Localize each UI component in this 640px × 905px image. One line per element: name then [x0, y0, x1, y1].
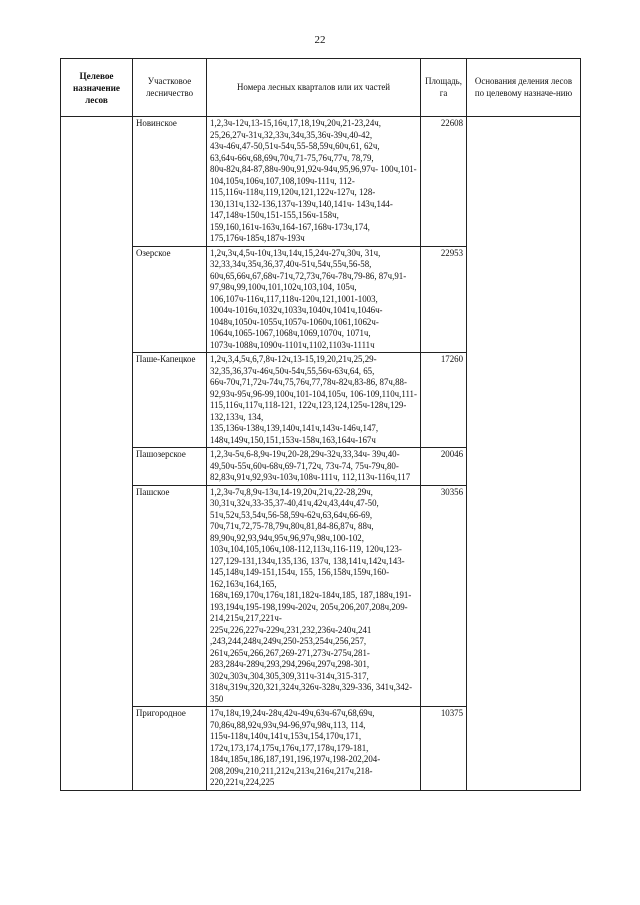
- header-basis: Основания деления лесов по целевому назначе-нию: [467, 59, 581, 117]
- quarters-list: 1,2,3ч-5ч,6-8,9ч-19ч,20-28,29ч-32ч,33,34ч- 39ч,40-49,50ч-55ч,60ч-68ч,69-71,72ч, 73ч-74, 75ч-79ч,80-82,83ч,91ч,92,93ч-103ч,108ч-111ч, 112,113ч-116ч,117: [207, 448, 421, 486]
- forest-purpose-table: [60, 58, 581, 791]
- area-value: 22953: [421, 246, 467, 353]
- header-quarters: Номера лесных кварталов или их частей: [207, 59, 421, 117]
- area-value: 17260: [421, 353, 467, 448]
- forestry-name: Пашское: [133, 485, 207, 707]
- quarters-list: 1,2,3ч-12ч,13-15,16ч,17,18,19ч,20ч,21-23,24ч, 25,26,27ч-31ч,32,33ч,34ч,35,36ч-39ч,40-42, 43ч-46ч,47-50,51ч-54ч,55-58,59ч,60ч,61, 62ч, 63,64ч-66ч,68,69ч,70ч,71-75,76ч,77ч, 78,79, 80ч-82ч,84-87,88ч-90ч,91,92ч-94ч,95,96,97ч- 100ч,101-104,105ч,106ч,107,108,109ч-111ч, 112-115,116ч-118ч,119,120ч,121,122ч-127ч, 128-130,131ч,132-136,137ч-139ч,140,141ч- 143ч,144-147,148ч-150ч,151-155,156ч-158ч, 159,160,161ч-163ч,164-167,168ч-173ч,174, 175,176ч-185ч,187ч-193ч: [207, 117, 421, 247]
- forestry-name: Пригородное: [133, 707, 207, 791]
- table-header-row: [61, 59, 581, 117]
- area-value: 20046: [421, 448, 467, 486]
- basis-cell: [467, 117, 581, 791]
- quarters-list: 1,2ч,3ч,4,5ч-10ч,13ч,14ч,15,24ч-27ч,30ч, 31ч, 32,33,34ч,35ч,36,37,40ч-51ч,54ч,55ч,56-58, 60ч,65,66ч,67,68ч-71ч,72,73ч,76ч-78ч,79-86, 87ч,91-97,98ч,99,100ч,101,102ч,103,104, 105ч, 106,107ч-116ч,117,118ч-120ч,121,1001-1003, 1004ч-1016ч,1032ч,1033ч,1040ч,1041ч,1046ч- 1048ч,1050ч-1055ч,1057ч-1060ч,1061,1062ч- 1064ч,1065-1067,1068ч,1069,1070ч, 1071ч, 1073ч-1088ч,1090ч-1101ч,1102,1103ч-1111ч: [207, 246, 421, 353]
- area-value: 22608: [421, 117, 467, 247]
- quarters-list: 1,2,3ч-7ч,8,9ч-13ч,14-19,20ч,21ч,22-28,29ч, 30,31ч,32ч,33-35,37-40,41ч,42ч,43,44ч,47-50, 51ч,52ч,53,54ч,56-58,59ч-62ч,63,64ч,66-69, 70ч,71ч,72,75-78,79ч,80ч,81,84-86,87ч, 88ч, 89,90ч,92,93,94ч,95ч,96,97ч,98ч,100-102, 103ч,104,105,106ч,108-112,113ч,116-119, 120ч,123-127,129-131,134ч,135,136, 137ч, 138,141ч,142ч,143-145,148ч,149-151,154ч, 155, 156,158ч,159ч,160-162,163ч,164,165, 168ч,169,170ч,176ч,181,182ч-184ч,185, 187,188ч,191-193,194ч,195-198,199ч-202ч, 205ч,206,207,208ч,209-214,215ч,217,221ч- 225ч,226,227ч-229ч,231,232,236ч-240ч,241 ,243,244,248ч,249ч,250-253,254ч,256,257, 261ч,265ч,266,267,269-271,273ч-275ч,281- 283,284ч-289ч,293,294,296ч,297ч,298-301, 302ч,303ч,304,305,309,311ч-314ч,315-317, 318ч,319ч,320,321,324ч,326ч-328ч,329-336, 341ч,342-350: [207, 485, 421, 707]
- forestry-name: Озерское: [133, 246, 207, 353]
- forestry-name: Паше-Капецкое: [133, 353, 207, 448]
- quarters-list: 1,2ч,3,4,5ч,6,7,8ч-12ч,13-15,19,20,21ч,25,29- 32,35,36,37ч-46ч,50ч-54ч,55,56ч-63ч,64, 65, 66ч-70ч,71,72ч-74ч,75,76ч,77,78ч-82ч,83-86, 87ч,88-92,93ч-95ч,96-99,100ч,101-104,105ч, 106-109,110ч,111-115,116ч,117ч,118-121, 122ч,123,124,125ч-128ч,129-132,133ч, 134, 135,136ч-138ч,139,140ч,141ч,143ч-146ч,147, 148ч,149ч,150,151,153ч-158ч,163,164ч-167ч: [207, 353, 421, 448]
- quarters-list: 17ч,18ч,19,24ч-28ч,42ч-49ч,63ч-67ч,68,69ч, 70,86ч,88,92ч,93ч,94-96,97ч,98ч,113, 114, 115ч-118ч,140ч,141ч,153ч,154,170ч,171, 172ч,173,174,175ч,176ч,177,178ч,179-181, 184ч,185ч,186,187,191,196,197ч,198-202,204- 208,209ч,210,211,212ч,213ч,216ч,217ч,218- 220,221ч,224,225: [207, 707, 421, 791]
- table-row: [61, 117, 581, 247]
- page-number: 22: [314, 34, 326, 46]
- purpose-cell: [61, 117, 133, 791]
- area-value: 30356: [421, 485, 467, 707]
- area-value: 10375: [421, 707, 467, 791]
- forestry-name: Новинское: [133, 117, 207, 247]
- header-area: Площадь, га: [421, 59, 467, 117]
- header-purpose: Целевое назначение лесов: [61, 59, 133, 117]
- header-forestry: Участковое лесничество: [133, 59, 207, 117]
- forestry-name: Пашозерское: [133, 448, 207, 486]
